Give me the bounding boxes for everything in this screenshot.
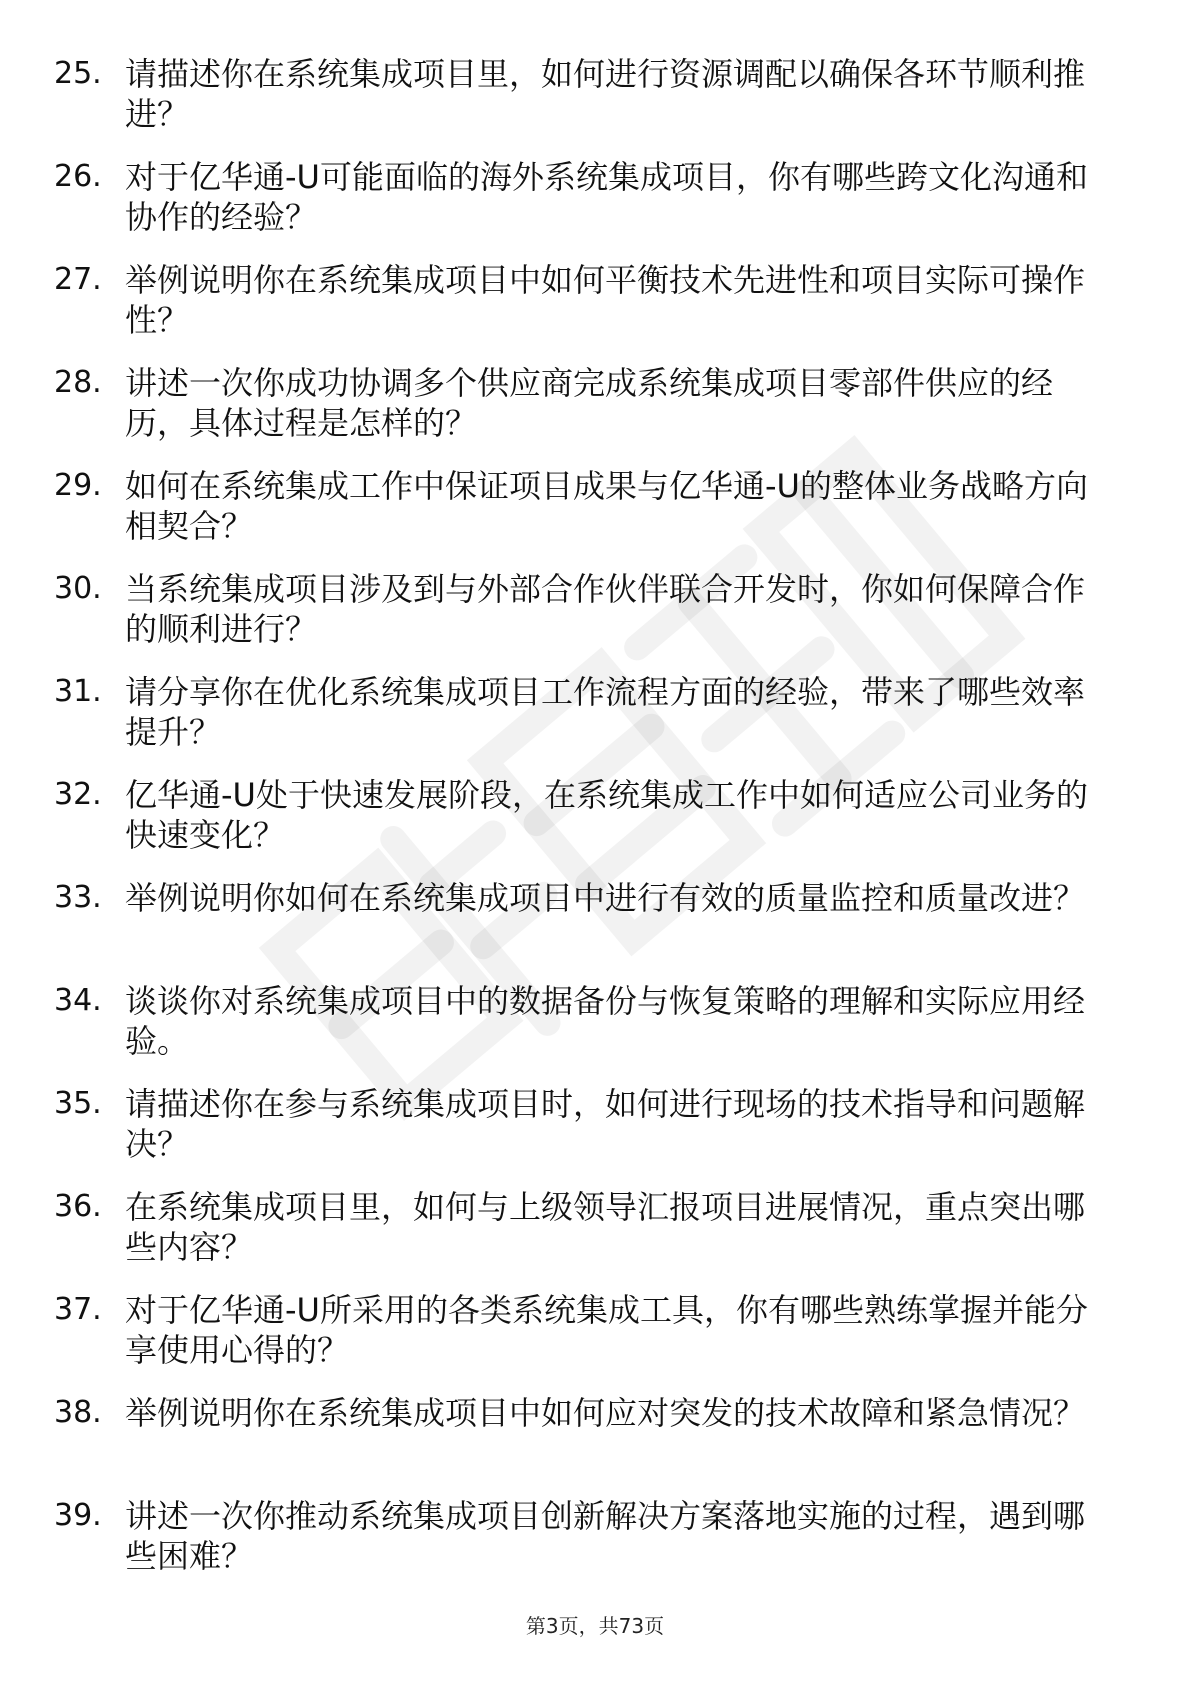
question-text: 对于亿华通-U可能面临的海外系统集成项目，你有哪些跨文化沟通和协作的经验？ xyxy=(125,158,1088,236)
question-item xyxy=(0,666,1190,769)
question-item xyxy=(0,1284,1190,1387)
question-text: 请描述你在参与系统集成项目时，如何进行现场的技术指导和问题解决？ xyxy=(125,1085,1086,1163)
question-item xyxy=(0,48,1190,151)
question-item xyxy=(0,769,1190,872)
question-item xyxy=(0,460,1190,563)
question-list xyxy=(0,48,1190,1593)
question-item xyxy=(0,357,1190,460)
question-number: 25. xyxy=(54,56,102,91)
question-text: 讲述一次你推动系统集成项目创新解决方案落地实施的过程，遇到哪些困难？ xyxy=(125,1497,1086,1575)
question-item xyxy=(0,254,1190,357)
question-item xyxy=(0,1490,1190,1593)
question-text: 举例说明你如何在系统集成项目中进行有效的质量监控和质量改进？ xyxy=(125,879,1086,917)
question-text: 举例说明你在系统集成项目中如何应对突发的技术故障和紧急情况？ xyxy=(125,1394,1086,1432)
question-item xyxy=(0,151,1190,254)
question-number: 39. xyxy=(54,1498,102,1533)
question-text: 讲述一次你成功协调多个供应商完成系统集成项目零部件供应的经历，具体过程是怎样的？ xyxy=(125,364,1054,442)
question-item xyxy=(0,975,1190,1078)
question-item xyxy=(0,872,1190,975)
question-item xyxy=(0,1078,1190,1181)
question-text: 举例说明你在系统集成项目中如何平衡技术先进性和项目实际可操作性？ xyxy=(125,261,1086,339)
question-number: 36. xyxy=(54,1189,102,1224)
question-text: 请描述你在系统集成项目里，如何进行资源调配以确保各环节顺利推进？ xyxy=(125,55,1086,133)
question-text: 在系统集成项目里，如何与上级领导汇报项目进展情况，重点突出哪些内容？ xyxy=(125,1188,1086,1266)
question-number: 31. xyxy=(54,674,102,709)
question-text: 请分享你在优化系统集成项目工作流程方面的经验，带来了哪些效率提升？ xyxy=(125,673,1086,751)
page-footer xyxy=(0,1612,1190,1640)
question-text: 当系统集成项目涉及到与外部合作伙伴联合开发时，你如何保障合作的顺利进行？ xyxy=(125,570,1086,648)
question-text: 对于亿华通-U所采用的各类系统集成工具，你有哪些熟练掌握并能分享使用心得的？ xyxy=(125,1291,1088,1369)
question-number: 35. xyxy=(54,1086,102,1121)
question-number: 26. xyxy=(54,159,102,194)
question-text: 亿华通-U处于快速发展阶段，在系统集成工作中如何适应公司业务的快速变化？ xyxy=(125,776,1088,854)
question-number: 32. xyxy=(54,777,102,812)
question-item xyxy=(0,563,1190,666)
question-item xyxy=(0,1387,1190,1490)
question-number: 34. xyxy=(54,983,102,1018)
question-number: 33. xyxy=(54,880,102,915)
page-number-label: 第3页，共73页 xyxy=(525,1614,665,1638)
question-number: 27. xyxy=(54,262,102,297)
question-number: 29. xyxy=(54,468,102,503)
question-item xyxy=(0,1181,1190,1284)
question-number: 30. xyxy=(54,571,102,606)
question-number: 38. xyxy=(54,1395,102,1430)
question-text: 如何在系统集成工作中保证项目成果与亿华通-U的整体业务战略方向相契合？ xyxy=(125,467,1088,545)
question-number: 37. xyxy=(54,1292,102,1327)
question-number: 28. xyxy=(54,365,102,400)
question-text: 谈谈你对系统集成项目中的数据备份与恢复策略的理解和实际应用经验。 xyxy=(125,982,1086,1060)
